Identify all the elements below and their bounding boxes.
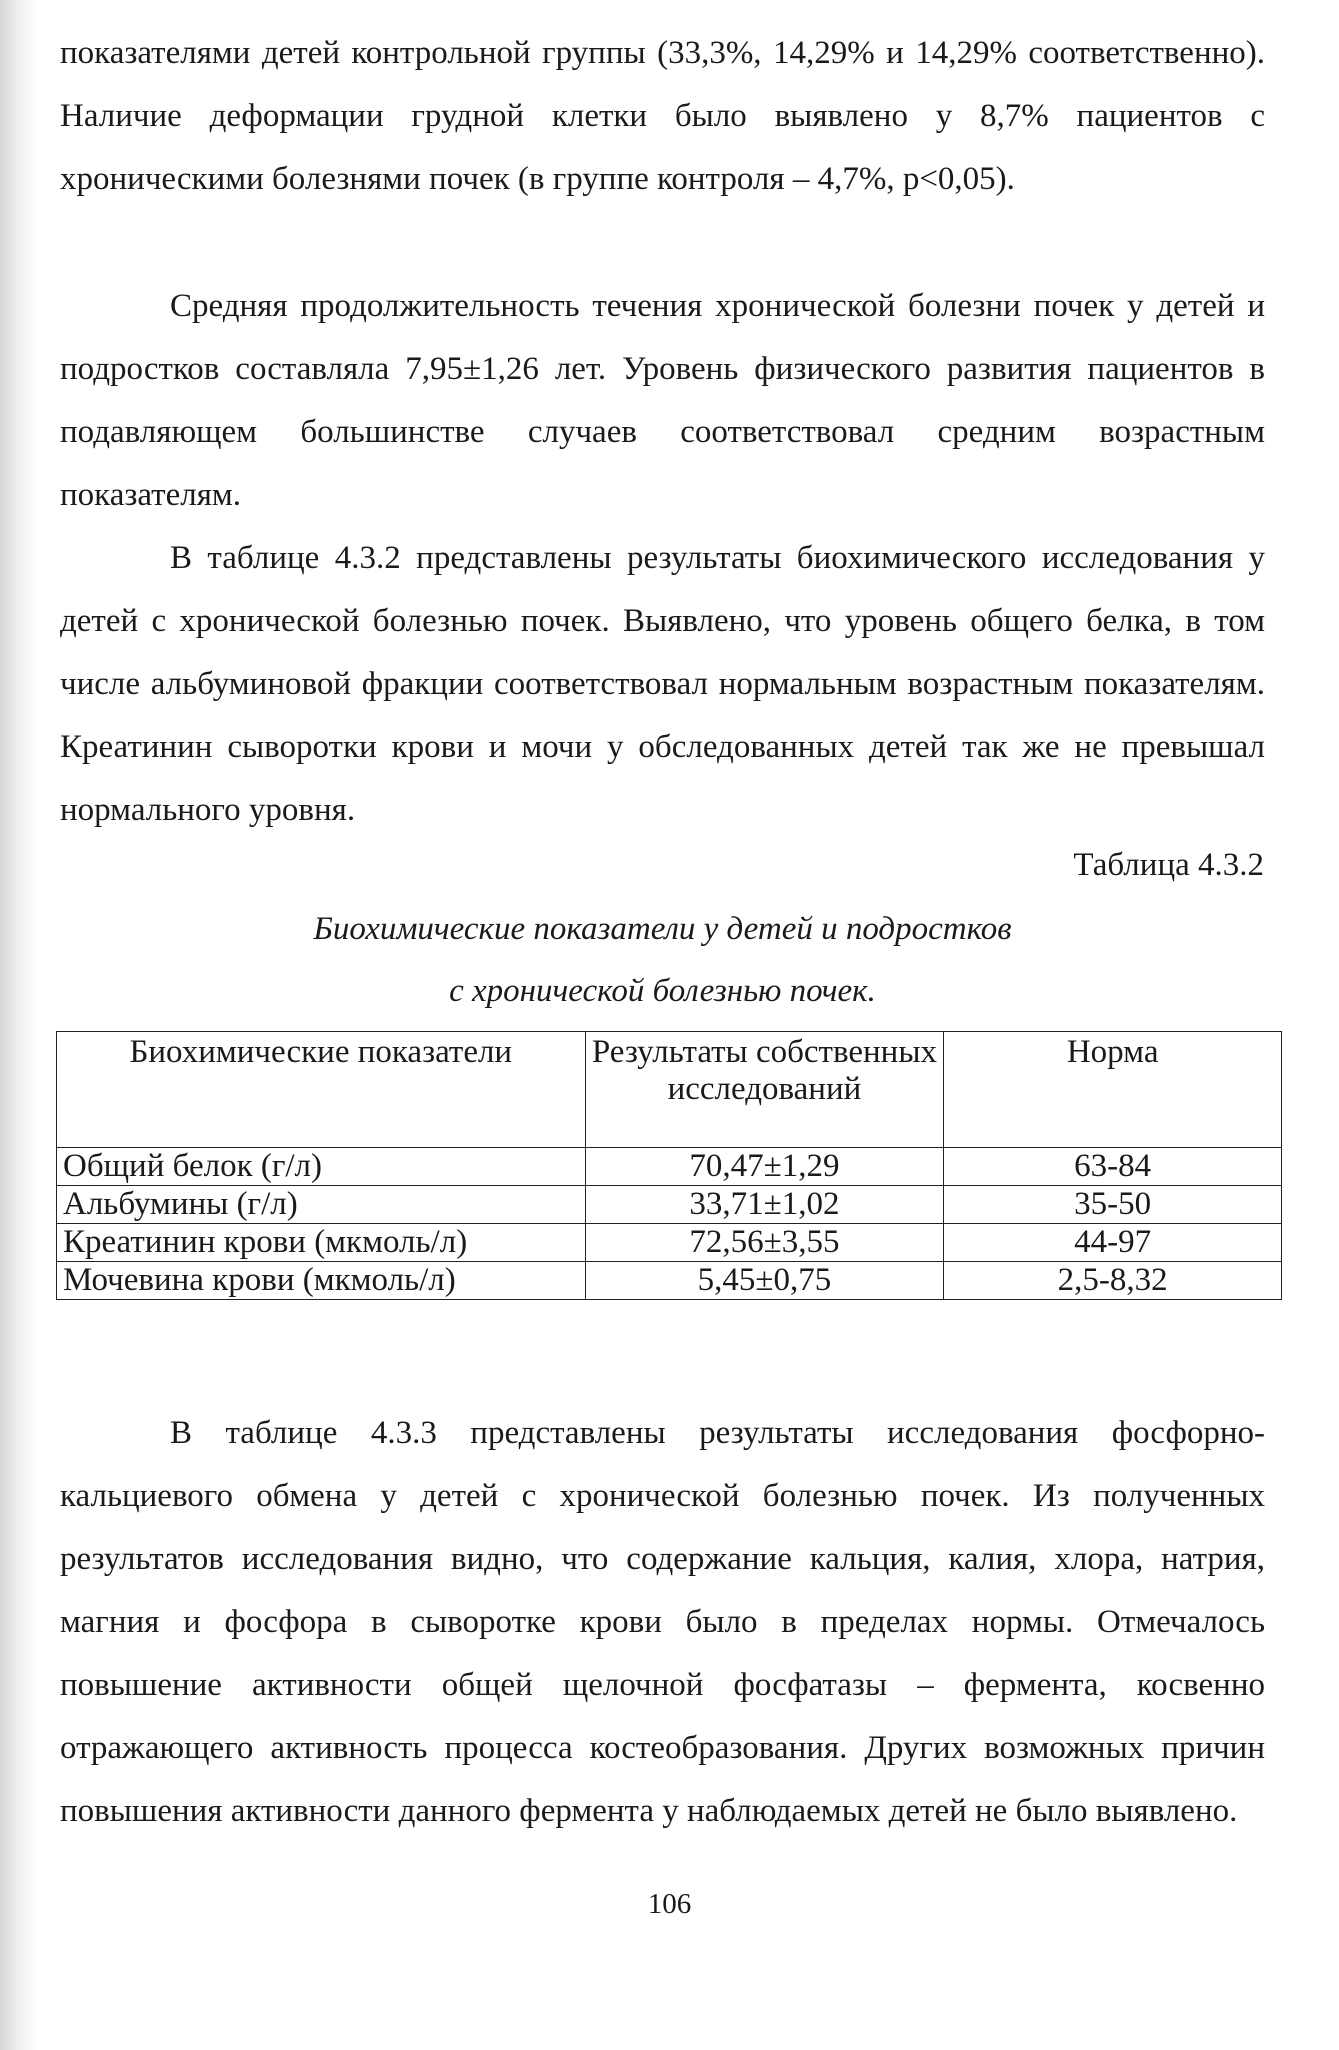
row-name: Креатинин крови (мкмоль/л) [57,1224,586,1262]
row-norm: 63-84 [944,1148,1282,1186]
table-title [60,898,1265,1022]
row-norm: 44-97 [944,1224,1282,1262]
table-title-line-2: с хронической болезнью почек. [449,973,876,1009]
paragraph-4: В таблице 4.3.3 представлены результаты исследования фосфорно-кальциевого обмена у детей с хронической болезнью почек. Из полученных результатов исследования видно, что содержание кальция, калия, хлора, натрия, магния и фосфора в сыворотке крови было в пределах нормы. Отмечалось повышение активности общей щелочной фосфатазы – фермента, косвенно отражающего активность процесса костеобразования. Других возможных причин повышения активности данного фермента у наблюдаемых детей не было выявлено. [60,1415,1265,1829]
table-title-line-1: Биохимические показатели у детей и подростков [313,911,1012,947]
table-row [57,1262,1282,1300]
row-name: Мочевина крови (мкмоль/л) [57,1262,586,1300]
paragraph-1: показателями детей контрольной группы (33,3%, 14,29% и 14,29% соответственно). Наличие деформации грудной клетки было выявлено у 8,7% пациентов с хроническими болезнями почек (в группе контроля – 4,7%, p<0,05). [60,35,1265,197]
row-result: 72,56±3,55 [585,1224,944,1262]
row-name: Общий белок (г/л) [57,1148,586,1186]
row-result: 70,47±1,29 [585,1148,944,1186]
header-results: Результаты собственных исследований [585,1032,944,1148]
table-row [57,1186,1282,1224]
row-norm: 35-50 [944,1186,1282,1224]
table-row [57,1148,1282,1186]
table-label: Таблица 4.3.2 [1073,847,1264,883]
table-row [57,1224,1282,1262]
scan-shadow-edge [0,0,38,2050]
header-indicator: Биохимические показатели [57,1032,586,1148]
biochemical-table [56,1031,1282,1300]
row-name: Альбумины (г/л) [57,1186,586,1224]
table-header-row [57,1032,1282,1148]
paragraph-2: Средняя продолжительность течения хронической болезни почек у детей и подростков составляла 7,95±1,26 лет. Уровень физического развития пациентов в подавляющем большинстве случаев соответствовал средним возрастным показателям. [60,288,1265,513]
header-norm: Норма [944,1032,1282,1148]
paragraph-3: В таблице 4.3.2 представлены результаты биохимического исследования у детей с хронической болезнью почек. Выявлено, что уровень общего белка, в том числе альбуминовой фракции соответствовал нормальным возрастным показателям. Креатинин сыворотки крови и мочи у обследованных детей так же не превышал нормального уровня. [60,540,1265,828]
page-number: 106 [647,1888,692,1920]
row-result: 5,45±0,75 [585,1262,944,1300]
row-norm: 2,5-8,32 [944,1262,1282,1300]
row-result: 33,71±1,02 [585,1186,944,1224]
